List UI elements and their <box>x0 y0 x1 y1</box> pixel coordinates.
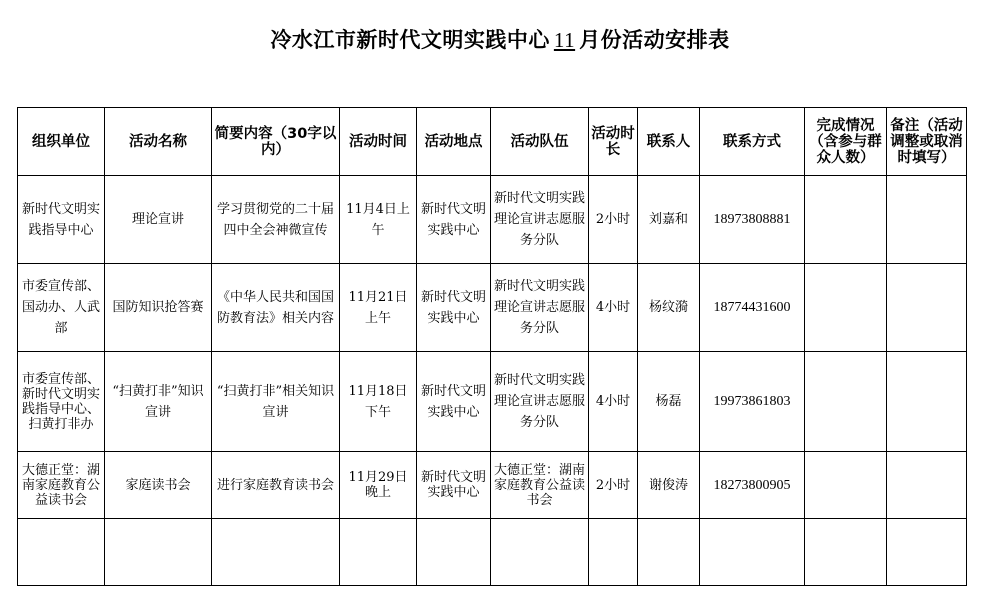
header-place: 活动地点 <box>417 108 491 176</box>
cell-status <box>805 264 887 352</box>
cell-name: 理论宣讲 <box>105 176 212 264</box>
header-status: 完成情况（含参与群众人数） <box>805 108 887 176</box>
cell-team: 新时代文明实践理论宣讲志愿服务分队 <box>491 352 589 452</box>
cell-org: 新时代文明实践指导中心 <box>18 176 105 264</box>
cell-place: 新时代文明实践中心 <box>417 352 491 452</box>
cell-name: 国防知识抢答赛 <box>105 264 212 352</box>
header-content: 简要内容（30字以内） <box>212 108 340 176</box>
header-team: 活动队伍 <box>491 108 589 176</box>
cell-duration: 4小时 <box>589 352 638 452</box>
header-time: 活动时间 <box>340 108 417 176</box>
title-prefix: 冷水江市新时代文明实践中心 <box>270 28 550 52</box>
cell-phone: 18774431600 <box>700 264 805 352</box>
cell-note <box>887 264 967 352</box>
header-duration: 活动时长 <box>589 108 638 176</box>
cell-content: 学习贯彻党的二十届四中全会神微宣传 <box>212 176 340 264</box>
cell-time: 11月18日下午 <box>340 352 417 452</box>
cell-note <box>887 176 967 264</box>
cell-status <box>805 519 887 586</box>
cell-team <box>491 519 589 586</box>
header-contact: 联系人 <box>638 108 700 176</box>
cell-note <box>887 352 967 452</box>
cell-contact: 杨磊 <box>638 352 700 452</box>
cell-phone: 18973808881 <box>700 176 805 264</box>
cell-note <box>887 452 967 519</box>
table-row <box>18 176 967 264</box>
cell-status <box>805 176 887 264</box>
cell-org: 大德正堂：湖南家庭教育公益读书会 <box>18 452 105 519</box>
cell-phone: 19973861803 <box>700 352 805 452</box>
cell-contact: 谢俊涛 <box>638 452 700 519</box>
header-row <box>18 108 967 176</box>
cell-name <box>105 519 212 586</box>
cell-status <box>805 452 887 519</box>
cell-place: 新时代文明实践中心 <box>417 452 491 519</box>
title-suffix: 月份活动安排表 <box>579 28 730 52</box>
header-name: 活动名称 <box>105 108 212 176</box>
cell-duration: 2小时 <box>589 176 638 264</box>
cell-place: 新时代文明实践中心 <box>417 264 491 352</box>
cell-content: 《中华人民共和国国防教育法》相关内容 <box>212 264 340 352</box>
cell-contact <box>638 519 700 586</box>
title-month: 11 <box>553 28 576 52</box>
cell-duration <box>589 519 638 586</box>
cell-duration: 4小时 <box>589 264 638 352</box>
table-row <box>18 519 967 586</box>
cell-time: 11月29日晚上 <box>340 452 417 519</box>
cell-content <box>212 519 340 586</box>
cell-team: 新时代文明实践理论宣讲志愿服务分队 <box>491 264 589 352</box>
cell-place: 新时代文明实践中心 <box>417 176 491 264</box>
cell-contact: 杨纹漪 <box>638 264 700 352</box>
cell-duration: 2小时 <box>589 452 638 519</box>
activity-schedule-table <box>17 107 967 586</box>
cell-time: 11月21日上午 <box>340 264 417 352</box>
cell-content: “扫黄打非”相关知识宣讲 <box>212 352 340 452</box>
header-org: 组织单位 <box>18 108 105 176</box>
cell-name: 家庭读书会 <box>105 452 212 519</box>
cell-contact: 刘嘉和 <box>638 176 700 264</box>
cell-time: 11月4日上午 <box>340 176 417 264</box>
header-phone: 联系方式 <box>700 108 805 176</box>
cell-org <box>18 519 105 586</box>
cell-phone: 18273800905 <box>700 452 805 519</box>
table-row <box>18 352 967 452</box>
cell-name: “扫黄打非”知识宣讲 <box>105 352 212 452</box>
cell-phone <box>700 519 805 586</box>
header-note: 备注（活动调整或取消时填写） <box>887 108 967 176</box>
cell-note <box>887 519 967 586</box>
cell-time <box>340 519 417 586</box>
cell-team: 大德正堂：湖南家庭教育公益读书会 <box>491 452 589 519</box>
page-title <box>0 24 1000 54</box>
table-row <box>18 452 967 519</box>
cell-org: 市委宣传部、国动办、人武部 <box>18 264 105 352</box>
cell-org: 市委宣传部、新时代文明实践指导中心、扫黄打非办 <box>18 352 105 452</box>
table-row <box>18 264 967 352</box>
cell-team: 新时代文明实践理论宣讲志愿服务分队 <box>491 176 589 264</box>
cell-status <box>805 352 887 452</box>
cell-place <box>417 519 491 586</box>
cell-content: 进行家庭教育读书会 <box>212 452 340 519</box>
